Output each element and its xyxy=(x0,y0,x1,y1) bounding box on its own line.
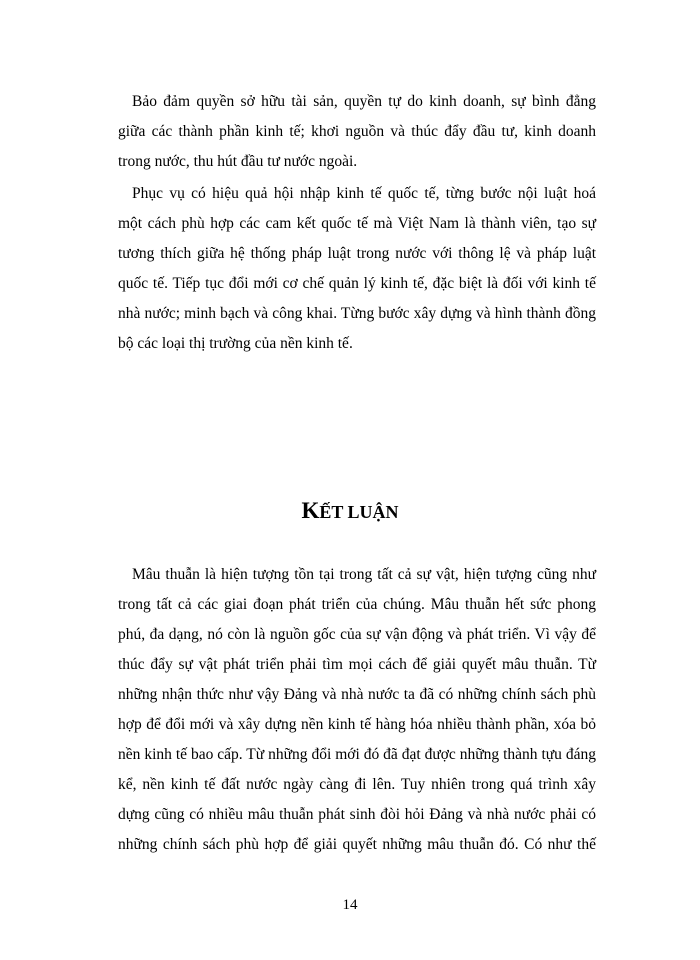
text-line: quốc tế. Tiếp tục đổi mới cơ chế quản lý kinh tế, đặc biệt là đối với kinh tế xyxy=(118,275,596,292)
text-line: những nhận thức như vậy Đảng và nhà nước ta đã có những chính sách phù xyxy=(118,686,596,703)
paragraph-international-integration xyxy=(118,179,596,359)
text-line: một cách phù hợp các cam kết quốc tế mà Việt Nam là thành viên, tạo sự xyxy=(118,215,596,232)
section-heading-conclusion xyxy=(0,498,700,524)
text-line: kể, nền kinh tế đất nước ngày càng đi lên. Tuy nhiên trong quá trình xây xyxy=(118,776,596,793)
text-line: những chính sách phù hợp để giải quyết những mâu thuẫn đó. Có như thế xyxy=(118,836,596,853)
text-line: phú, đa dạng, nó còn là nguồn gốc của sự vận động và phát triển. Vì vậy để xyxy=(118,626,596,643)
paragraph-property-rights xyxy=(118,87,596,177)
text-line: nhà nước; minh bạch và công khai. Từng bước xây dựng và hình thành đồng xyxy=(118,305,596,322)
page-number: 14 xyxy=(342,897,358,913)
heading-rest: ẾT LUẬN xyxy=(319,502,399,522)
text-line: Bảo đảm quyền sở hữu tài sản, quyền tự do kinh doanh, sự bình đẳng xyxy=(132,93,596,110)
text-line: trong nước, thu hút đầu tư nước ngoài. xyxy=(118,153,358,170)
text-line: hợp để đổi mới và xây dựng nền kinh tế hàng hóa nhiều thành phần, xóa bỏ xyxy=(118,716,596,733)
text-line: giữa các thành phần kinh tế; khơi nguồn và thúc đẩy đầu tư, kinh doanh xyxy=(118,123,596,140)
text-line: trong tất cả các giai đoạn phát triển của chúng. Mâu thuẫn hết sức phong xyxy=(118,596,596,613)
heading-first-letter: K xyxy=(301,498,320,523)
text-line: nền kinh tế bao cấp. Từ những đổi mới đó đã đạt được những thành tựu đáng xyxy=(118,746,596,763)
paragraph-conclusion xyxy=(118,560,596,860)
text-line: tương thích giữa hệ thống pháp luật trong nước với thông lệ và pháp luật xyxy=(118,245,596,262)
text-line: Mâu thuẫn là hiện tượng tồn tại trong tất cả sự vật, hiện tượng cũng như xyxy=(132,566,596,583)
text-line: bộ các loại thị trường của nền kinh tế. xyxy=(118,335,353,352)
text-line: thúc đẩy sự vật phát triển phải tìm mọi cách để giải quyết mâu thuẫn. Từ xyxy=(118,656,596,673)
text-line: dựng cũng có nhiều mâu thuẫn phát sinh đòi hỏi Đảng và nhà nước phải có xyxy=(118,806,596,823)
text-line: Phục vụ có hiệu quả hội nhập kinh tế quốc tế, từng bước nội luật hoá xyxy=(132,185,596,202)
